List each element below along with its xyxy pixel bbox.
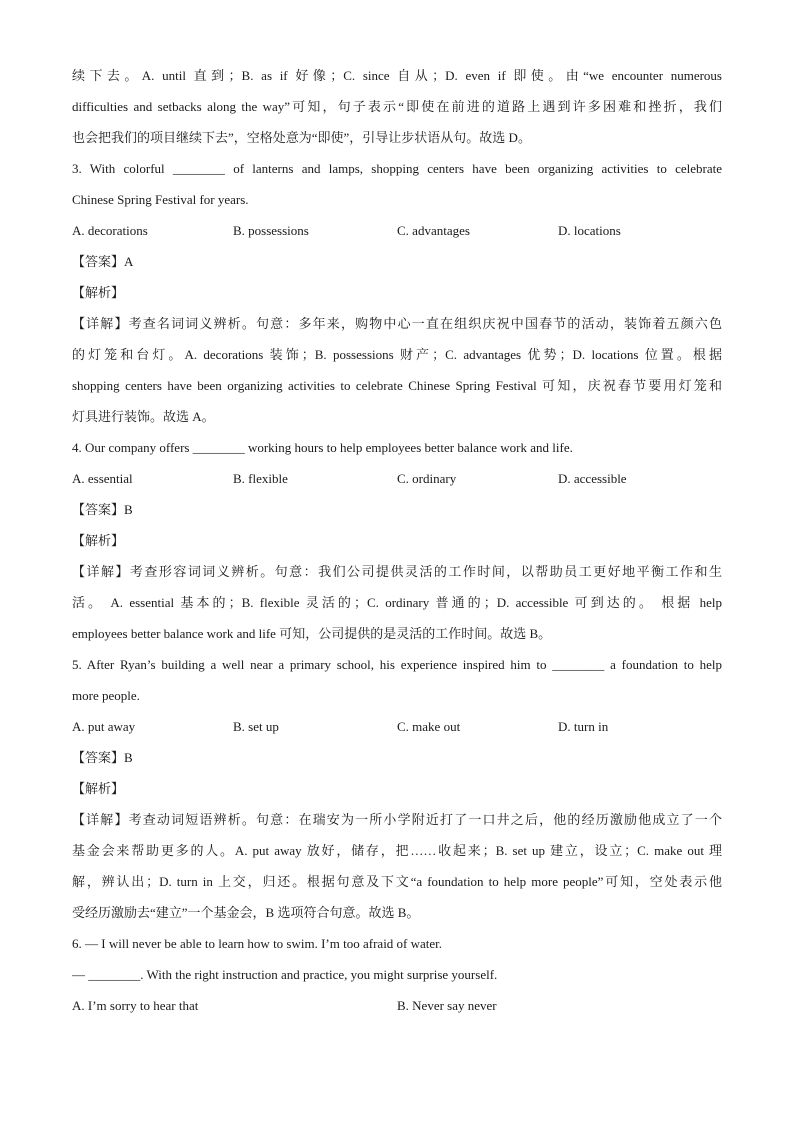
option-b: B. possessions [233, 223, 309, 238]
explanation-line: 的灯笼和台灯。A. decorations 装饰；B. possessions 财产；C. advantages 优势；D. locations 位置。根据 [72, 347, 722, 362]
question-4-options [72, 465, 722, 496]
option-c: C. ordinary [397, 471, 457, 486]
question-6-stem: 6. — I will never be able to learn how to swim. I’m too afraid of water. [72, 936, 443, 951]
question-3-stem-cont: Chinese Spring Festival for years. [72, 192, 249, 207]
option-b: B. Never say never [397, 998, 497, 1013]
answer-label: 【答案】A [72, 254, 134, 269]
explanation-line: 解，辨认出；D. turn in 上交，归还。根据句意及下文“a foundation to help more people”可知，空处表示他 [72, 874, 722, 889]
explanation-line: 灯具进行装饰。故选 A。 [72, 409, 215, 424]
question-4-stem: 4. Our company offers ________ working hours to help employees better balance work and life. [72, 440, 573, 455]
explanation-line: 活。 A. essential 基本的；B. flexible 灵活的；C. ordinary 普通的；D. accessible 可到达的。 根据 help [72, 595, 722, 610]
option-a: A. decorations [72, 223, 148, 238]
question-3-options [72, 217, 722, 248]
question-6-stem-cont: — ________. With the right instruction and practice, you might surprise yourself. [72, 967, 498, 982]
answer-label: 【答案】B [72, 750, 133, 765]
option-a: A. I’m sorry to hear that [72, 998, 199, 1013]
explanation-line: employees better balance work and life 可知，公司提供的是灵活的工作时间。故选 B。 [72, 626, 552, 641]
explanation-line: 【详解】考查形容词词义辨析。句意：我们公司提供灵活的工作时间，以帮助员工更好地平衡工作和生 [72, 564, 722, 579]
explanation-line: 基金会来帮助更多的人。A. put away 放好，储存，把……收起来；B. set up 建立，设立；C. make out 理 [72, 843, 722, 858]
explanation-line: shopping centers have been organizing activities to celebrate Chinese Spring Festival 可知，庆祝春节要用灯笼和 [72, 378, 722, 393]
option-d: D. turn in [558, 719, 609, 734]
option-a: A. put away [72, 719, 136, 734]
analysis-label: 【解析】 [72, 533, 125, 548]
option-b: B. set up [233, 719, 279, 734]
question-5-stem-cont: more people. [72, 688, 140, 703]
page-content [72, 62, 722, 1023]
text-line: difficulties and setbacks along the way”可知，句子表示“即使在前进的道路上遇到许多困难和挫折，我们 [72, 99, 722, 114]
question-5-options [72, 713, 722, 744]
explanation-line: 【详解】考查动词短语辨析。句意：在瑞安为一所小学附近打了一口井之后，他的经历激励他成立了一个 [72, 812, 722, 827]
text-line: 也会把我们的项目继续下去”，空格处意为“即使”，引导让步状语从句。故选 D。 [72, 130, 531, 145]
option-c: C. make out [397, 719, 461, 734]
explanation-line: 【详解】考查名词词义辨析。句意：多年来，购物中心一直在组织庆祝中国春节的活动，装饰着五颜六色 [72, 316, 722, 331]
text-line: 续下去。A. until 直到；B. as if 好像；C. since 自从；D. even if 即使。由“we encounter numerous [72, 68, 722, 83]
option-d: D. locations [558, 223, 621, 238]
question-5-stem: 5. After Ryan’s building a well near a primary school, his experience inspired him to ________ a foundation to help [72, 657, 722, 672]
question-6-options [72, 992, 722, 1023]
analysis-label: 【解析】 [72, 285, 125, 300]
question-3-stem: 3. With colorful ________ of lanterns and lamps, shopping centers have been organizing activities to celebrate [72, 161, 722, 176]
option-b: B. flexible [233, 471, 288, 486]
analysis-label: 【解析】 [72, 781, 125, 796]
option-a: A. essential [72, 471, 133, 486]
answer-label: 【答案】B [72, 502, 133, 517]
option-d: D. accessible [558, 471, 627, 486]
option-c: C. advantages [397, 223, 470, 238]
explanation-line: 受经历激励去“建立”一个基金会，B 选项符合句意。故选 B。 [72, 905, 420, 920]
